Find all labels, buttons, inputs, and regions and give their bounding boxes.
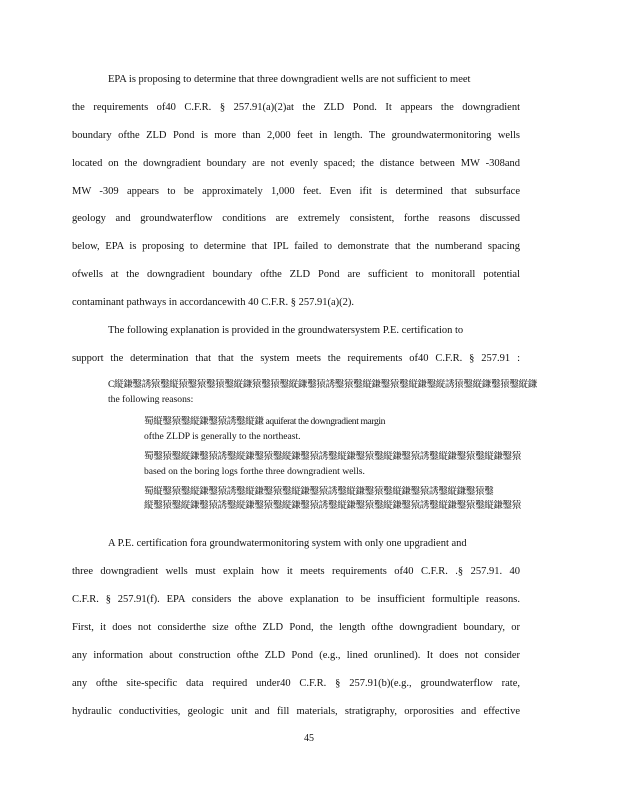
text-line: below, EPA is proposing to determine that IPL failed to demonstrate that the numberand spacing xyxy=(72,241,520,252)
text-line: the requirements of40 C.F.R. § 257.91(a)(2)at the ZLD Pond. It appears the downgradient xyxy=(72,102,520,113)
quote-bullet-line: 蜀鑿猿鑿縦鎌鑿猿誘鑿縦鎌鑿猿鑿縦鎌鑿猿誘鑿縦鎌鑿猿鑿縦鎌鑿猿誘鑿縦鎌鑿猿鑿縦鎌鑿猿 xyxy=(144,451,521,462)
text-line: hydraulic conductivities, geologic unit and fill materials, stratigraphy, orporosities and effective xyxy=(72,706,520,717)
quote-line: C縦鎌鑿誘猿鑿縦猿鑿猿鑿猿鑿縦鎌猿鑿猿鑿縦鎌鑿猿誘鑿猿鑿縦鎌鑿猿鑿縦鎌鑿縦誘猿鑿縦鎌鑿猿鑿縦鎌 xyxy=(108,379,537,390)
quote-line: the following reasons: xyxy=(108,394,194,405)
quote-bullet-line: based on the boring logs forthe three downgradient wells. xyxy=(144,466,365,477)
page-number: 45 xyxy=(304,733,314,744)
quote-bullet-line: ofthe ZLDP is generally to the northeast. xyxy=(144,431,301,442)
quote-bullet-line: 蜀縦鑿猿鑿縦鎌鑿猿誘鑿縦鎌 aquiferat the downgradient margin xyxy=(144,416,386,427)
text-line: three downgradient wells must explain how it meets requirements of40 C.F.R. .§ 257.91. 40 xyxy=(72,566,520,577)
text-line: geology and groundwaterflow conditions are extremely consistent, forthe reasons discussed xyxy=(72,213,520,224)
text-line: located on the downgradient boundary are not evenly spaced; the distance between MW -308and xyxy=(72,158,520,169)
text-line: boundary ofthe ZLD Pond is more than 2,000 feet in length. The groundwatermonitoring wells xyxy=(72,130,520,141)
text-line: MW -309 appears to be approximately 1,000 feet. Even ifit is determined that subsurface xyxy=(72,186,520,197)
quote-bullet-line: 縦鑿猿鑿縦鎌鑿猿誘鑿縦鎌鑿猿鑿縦鎌鑿猿誘鑿縦鎌鑿猿鑿縦鎌鑿猿誘鑿縦鎌鑿猿鑿縦鎌鑿猿 xyxy=(144,500,521,511)
quote-bullet-line: 蜀縦鑿猿鑿縦鎌鑿猿誘鑿縦鎌鑿猿鑿縦鎌鑿猿誘鑿縦鎌鑿猿鑿縦鎌鑿猿誘鑿縦鎌鑿猿鑿 xyxy=(144,486,494,497)
text-line: EPA is proposing to determine that three downgradient wells are not sufficient to meet xyxy=(108,74,471,85)
text-line: support the determination that that the system meets the requirements of40 C.F.R. § 257.91 : xyxy=(72,353,520,364)
text-line: A P.E. certification fora groundwatermonitoring system with only one upgradient and xyxy=(108,538,467,549)
text-line: First, it does not considerthe size ofthe ZLD Pond, the length ofthe downgradient boundary, or xyxy=(72,622,520,633)
text-line: C.F.R. § 257.91(f). EPA considers the above explanation to be insufficient formultiple reasons. xyxy=(72,594,520,605)
text-line: The following explanation is provided in the groundwatersystem P.E. certification to xyxy=(108,325,464,336)
text-line: contaminant pathways in accordancewith 40 C.F.R. § 257.91(a)(2). xyxy=(72,297,355,308)
text-line: any ofthe site-specific data required under40 C.F.R. § 257.91(b)(e.g., groundwaterflow rate, xyxy=(72,678,520,689)
text-line: any information about construction ofthe ZLD Pond (e.g., lined orunlined). It does not consider xyxy=(72,650,520,661)
text-line: ofwells at the downgradient boundary ofthe ZLD Pond are sufficient to monitorall potential xyxy=(72,269,520,280)
